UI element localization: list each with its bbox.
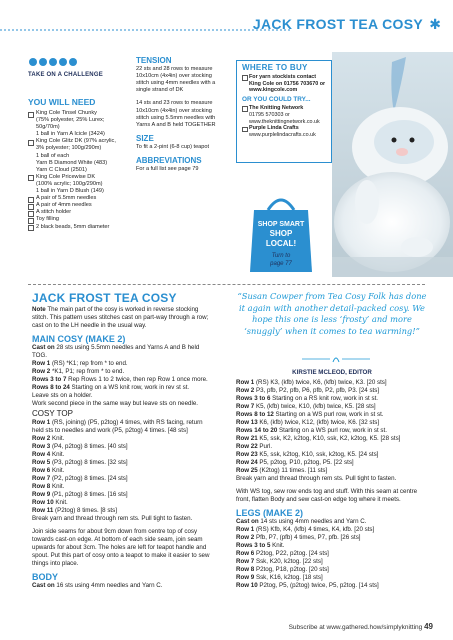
tension-text-2: 14 sts and 23 rows to measure 10x10cm (4x4in) over stocking stitch using 5.5mm needles with Yarns A and B held TOGETHER	[136, 100, 216, 128]
bag-line-3: LOCAL!	[265, 239, 297, 248]
instruction-line: Row 1 (RS, joining) (P5, p2tog) 4 times, with RS facing, return held sts to needles and work (P5, p2tog) 4 times. [48 sts]	[32, 419, 203, 434]
instruction-line: Work second piece in the same way but leave sts on needle.	[32, 400, 199, 407]
materials-item: A pair of 4mm needles	[28, 202, 128, 209]
where-to-buy-heading: WHERE TO BUY	[242, 63, 308, 72]
materials-item: 2 black beads, 5mm diameter	[28, 224, 128, 231]
instruction-line: Row 11 (P2tog) 8 times. [8 sts]	[32, 507, 117, 514]
materials-detail: 1 ball in Yarn D Blush (149)	[36, 188, 104, 195]
subscribe-link[interactable]: Subscribe at www.gathered.how/simplyknitting	[288, 624, 423, 631]
instruction-line: Row 13 K6, (kfb) twice, K12, (kfb) twice, K6. [32 sts]	[236, 419, 380, 426]
page-footer	[289, 622, 433, 631]
snowflake-icon: ✱	[429, 16, 441, 32]
or-try-heading: OR YOU COULD TRY...	[242, 96, 311, 104]
instruction-line: Row 2 *K1, P1; rep from * to end.	[32, 368, 125, 375]
instruction-line: Row 6 Knit.	[32, 467, 65, 474]
tension-text-1: 22 sts and 28 rows to measure 10x10cm (4x4in) over stocking stitch using 4mm needles with a single strand of DK	[136, 66, 216, 94]
materials-item: Toy filling	[28, 216, 128, 223]
section-divider	[28, 284, 425, 285]
materials-item: A pair of 5.5mm needles	[28, 195, 128, 202]
instruction-line: Row 9 Ssk, K16, k2tog. [18 sts]	[236, 574, 323, 581]
skill-level-icon	[28, 57, 94, 67]
main-cosy-heading: MAIN COSY (MAKE 2)	[32, 334, 126, 344]
instruction-line: Rows 3 to 5 Knit.	[236, 542, 285, 549]
materials-detail: (75% polyester, 25% Lurex;	[36, 117, 105, 124]
pattern-left-column	[32, 306, 210, 590]
instruction-line: Cast on 14 sts using 4mm needles and Yarn C.	[236, 518, 367, 525]
quote-author: KIRSTIE MCLEOD, EDITOR	[292, 369, 372, 376]
bag-line-4: Turn to	[271, 253, 291, 259]
materials-item: King Cole Tinsel Chunky	[28, 110, 128, 117]
instruction-line: Row 8 P2tog, P18, p2tog. [20 sts]	[236, 566, 329, 573]
stockist-knitting-network: The Knitting Network 01795 570303 or www.theknittingnetwork.co.uk	[242, 105, 326, 125]
pattern-title: JACK FROST TEA COSY	[32, 291, 177, 305]
instruction-line: Cast on 28 sts using 5.5mm needles and Yarns A and B held TOG.	[32, 344, 200, 359]
instruction-line: Row 1 (RS) K3, (kfb) twice, K6, (kfb) twice, K3. [20 sts]	[236, 379, 387, 386]
materials-detail: Yarn B Diamond White (483)	[36, 159, 108, 166]
instruction-line: Row 23 K5, ssk, k2tog, K10, ssk, k2tog, K5. [24 sts]	[236, 451, 379, 458]
pattern-right-column	[236, 379, 430, 590]
where-to-buy-box	[236, 60, 332, 163]
instruction-line: Row 3 (P4, p2tog) 8 times. [40 sts]	[32, 443, 128, 450]
instruction-line: Break yarn and thread through rem sts. Pull tight to fasten.	[32, 515, 193, 522]
page-number: 49	[424, 622, 433, 631]
materials-item: King Cole Glitz DK (97% acrylic,	[28, 138, 128, 145]
instruction-line: Leave sts on a holder.	[32, 392, 93, 399]
instruction-line: Row 2 Knit.	[32, 435, 65, 442]
bag-line-1: SHOP SMART	[257, 221, 305, 228]
materials-list	[28, 110, 128, 231]
instruction-line: Rows 8 to 12 Starting on a WS purl row, work in st st.	[236, 411, 384, 418]
tension-heading: TENSION	[136, 56, 172, 65]
instruction-line: Row 2 Pfb, P7, (pfb) 4 times, P7, pfb. [26 sts]	[236, 534, 361, 541]
cosy-top-heading: COSY TOP	[32, 409, 73, 418]
materials-detail: 1 ball of each	[36, 152, 70, 159]
instruction-line: Row 1 (RS) Kfb, K4, (kfb) 4 times, K4, kfb. [20 sts]	[236, 526, 375, 533]
instruction-line: Row 9 (P1, p2tog) 8 times. [16 sts]	[32, 491, 128, 498]
materials-detail: (100% acrylic; 100g/290m)	[36, 180, 103, 187]
instruction-line: Rows 8 to 24 Starting on a WS knit row, work in rev st st.	[32, 384, 190, 391]
instruction-line: Row 10 Knit.	[32, 499, 68, 506]
challenge-label: TAKE ON A CHALLENGE	[28, 72, 103, 78]
instruction-line: Row 7 Ssk, K20, k2tog. [22 sts]	[236, 558, 323, 565]
bag-line-5: page 77	[270, 261, 292, 267]
materials-detail: Yarn C Cloud (2501)	[36, 166, 87, 173]
abbreviations-heading: ABBREVIATIONS	[136, 156, 202, 166]
tension-block	[136, 57, 226, 173]
shop-local-bag-icon	[246, 188, 316, 276]
instruction-line: Row 21 K5, ssk, K2, k2tog, K10, ssk, K2, k2tog, K5. [28 sts]	[236, 435, 401, 442]
materials-item: A stitch holder	[28, 209, 128, 216]
instruction-line: Row 4 Knit.	[32, 451, 65, 458]
legs-heading: LEGS (MAKE 2)	[236, 508, 304, 518]
tea-cosy-photo	[332, 52, 453, 277]
page-header-title: JACK FROST TEA COSY	[252, 16, 423, 32]
join-paragraph: Join side seams for about 9cm down from centre top of cosy towards cast-on edge. At bottom of each side seam, join seam upwards for about 3cm. The holes are left for teapot handle and spout. Put this part of cosy onto a teapot to make it easier to sew things into place.	[32, 528, 210, 567]
instruction-line: Row 8 Knit.	[32, 483, 65, 490]
instruction-line: Row 1 (RS) *K1; rep from * to end.	[32, 360, 128, 367]
abbreviations-text: For a full list see page 79	[136, 166, 199, 173]
stockist-item: For yarn stockists contact King Cole on 01756 703670 or www.kingcole.com	[242, 74, 326, 94]
stockist-purple-linda: Purple Linda Crafts www.purplelindacrafts.co.uk	[242, 125, 326, 139]
sew-paragraph: With WS tog, sew row ends tog and stuff. With this seam at centre front, flatten Body and sew cast-on edge tog where it meets.	[236, 488, 418, 503]
size-heading: SIZE	[136, 133, 154, 143]
instruction-line: Break yarn and thread through rem sts. Pull tight to fasten.	[236, 475, 397, 482]
instruction-line: Rows 3 to 7 Rep Rows 1 to 2 twice, then rep Row 1 once more.	[32, 376, 208, 383]
materials-item: King Cole Pricewise DK	[28, 174, 128, 181]
editor-quote: “Susan Cowper from Tea Cosy Folk has done it again with another detail-packed cosy. We hope this one is less ‘frosty’ and more ‘snuggly’ when it comes to tea warming!”	[237, 291, 427, 336]
body-heading: BODY	[32, 572, 59, 582]
bag-line-2: SHOP	[269, 229, 293, 238]
instruction-line: Row 22 Purl.	[236, 443, 273, 450]
materials-detail: 50g/70m)	[36, 124, 60, 131]
instruction-line: Row 6 P2tog, P22, p2tog. [24 sts]	[236, 550, 329, 557]
you-will-need-heading: YOU WILL NEED	[28, 97, 96, 107]
instruction-line: Row 5 (P3, p2tog) 8 times. [32 sts]	[32, 459, 128, 466]
instruction-line: Row 10 P2tog, P5, (p2tog) twice, P5, p2tog. [14 sts]	[236, 582, 379, 589]
instruction-line: Rows 3 to 6 Starting on a RS knit row, work in st st.	[236, 395, 379, 402]
instruction-line: Row 2 P3, pfb, P2, pfb, P6, pfb, P2, pfb, P3. [24 sts]	[236, 387, 380, 394]
instruction-line: Row 7 (P2, p2tog) 8 times. [24 sts]	[32, 475, 128, 482]
instruction-line: Row 24 P5, p2tog, P10, p2tog, P5. [22 sts]	[236, 459, 354, 466]
instruction-line: Row 25 (K2tog) 11 times. [11 sts]	[236, 467, 328, 474]
instruction-line: Row 7 K5, (kfb) twice, K10, (kfb) twice, K5. [28 sts]	[236, 403, 376, 410]
materials-detail: 1 ball in Yarn A Icicle (3424)	[36, 131, 105, 138]
materials-detail: 3% polyester; 100g/290m)	[36, 145, 102, 152]
instruction-line: Rows 14 to 20 Starting on a WS purl row, work in st st.	[236, 427, 387, 434]
size-text: To fit a 2-pint (6-8 cup) teapot	[136, 143, 210, 150]
note-paragraph: Note The main part of the cosy is worked in reverse stocking stitch. This pattern uses stitches cast on part-way through a row; cast on to the LH needle in the usual way.	[32, 306, 209, 329]
instruction-line: Cast on 16 sts using 4mm needles and Yarn C.	[32, 582, 163, 589]
flourish-ornament	[300, 353, 372, 365]
